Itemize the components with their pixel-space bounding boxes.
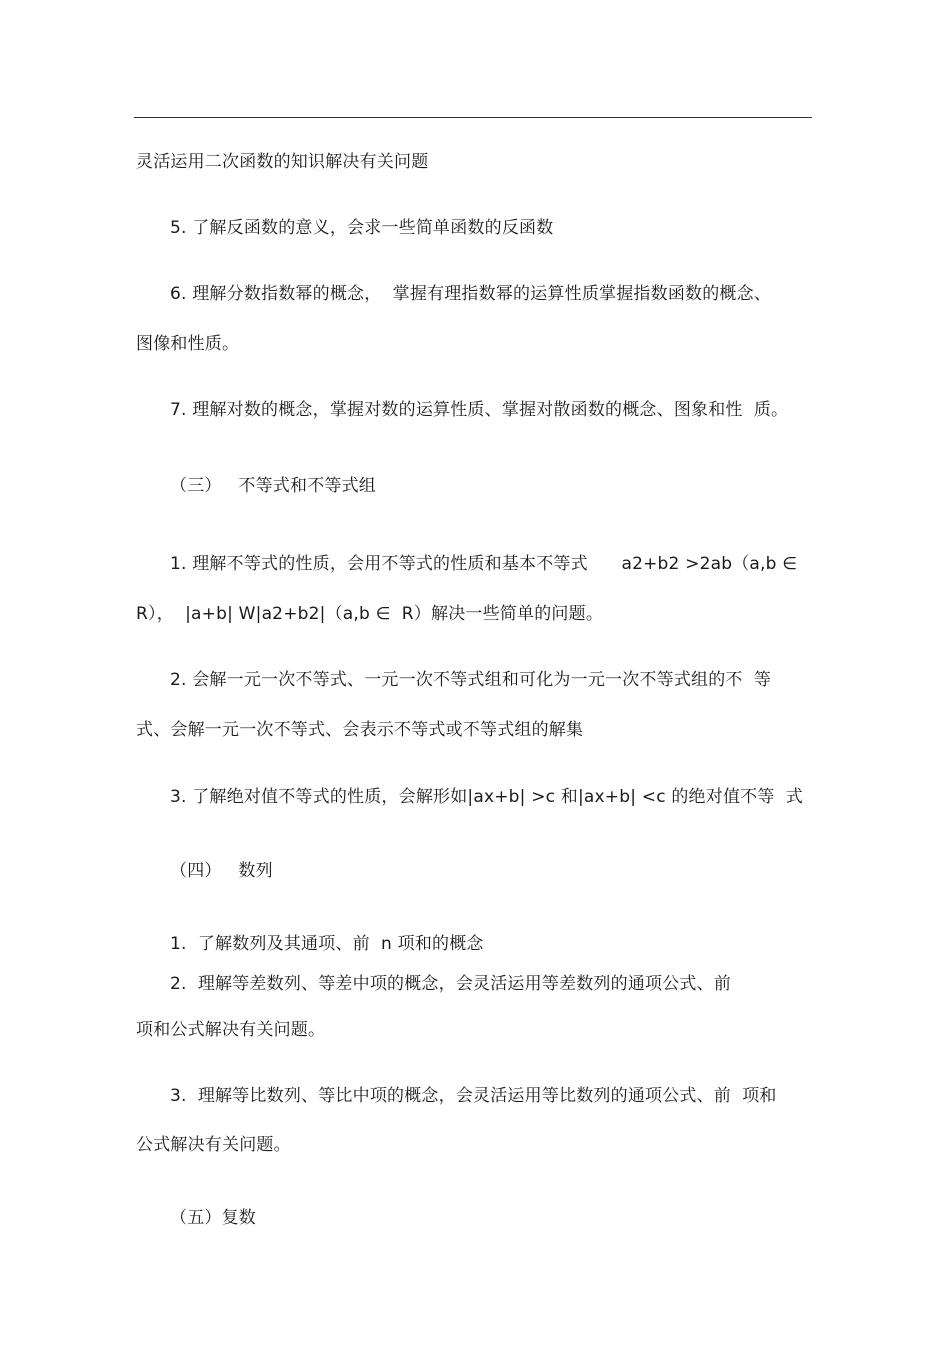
text-line: 公式解决有关问题。 xyxy=(136,1135,291,1155)
text-line: 2. 理解等差数列、等差中项的概念，会灵活运用等差数列的通项公式、前 xyxy=(170,974,732,994)
text-line: 3. 了解绝对值不等式的性质，会解形如|ax+b| >c 和|ax+b| <c 的绝对值不等 式 xyxy=(170,787,803,807)
text-line: 1. 了解数列及其通项、前 n 项和的概念 xyxy=(170,934,484,954)
text-line: 图像和性质。 xyxy=(136,334,240,354)
text-line: 灵活运用二次函数的知识解决有关问题 xyxy=(136,152,429,172)
text-line: 2. 会解一元一次不等式、一元一次不等式组和可化为一元一次不等式组的不 等 xyxy=(170,670,772,690)
header-rule xyxy=(134,117,812,118)
text-line: 7. 理解对数的概念，掌握对数的运算性质、掌握对散函数的概念、图象和性 质。 xyxy=(170,400,789,420)
text-line: R）， |a+b| W|a2+b2|（a,b ∈ R）解决一些简单的问题。 xyxy=(136,604,604,624)
text-line: 1. 理解不等式的性质，会用不等式的性质和基本不等式 a2+b2 >2ab（a,b ∈ xyxy=(170,554,798,574)
text-line: 式、会解一元一次不等式、会表示不等式或不等式组的解集 xyxy=(136,720,584,740)
text-line: 6. 理解分数指数幂的概念， 掌握有理指数幂的运算性质掌握指数函数的概念、 xyxy=(170,284,772,304)
text-line: 3. 理解等比数列、等比中项的概念，会灵活运用等比数列的通项公式、前 项和 xyxy=(170,1086,777,1106)
section-heading: （五）复数 xyxy=(170,1208,256,1228)
text-line: 5. 了解反函数的意义，会求一些简单函数的反函数 xyxy=(170,218,554,238)
text-line: 项和公式解决有关问题。 xyxy=(136,1020,326,1040)
section-heading: （四） 数列 xyxy=(170,861,273,881)
section-heading: （三） 不等式和不等式组 xyxy=(170,476,377,496)
